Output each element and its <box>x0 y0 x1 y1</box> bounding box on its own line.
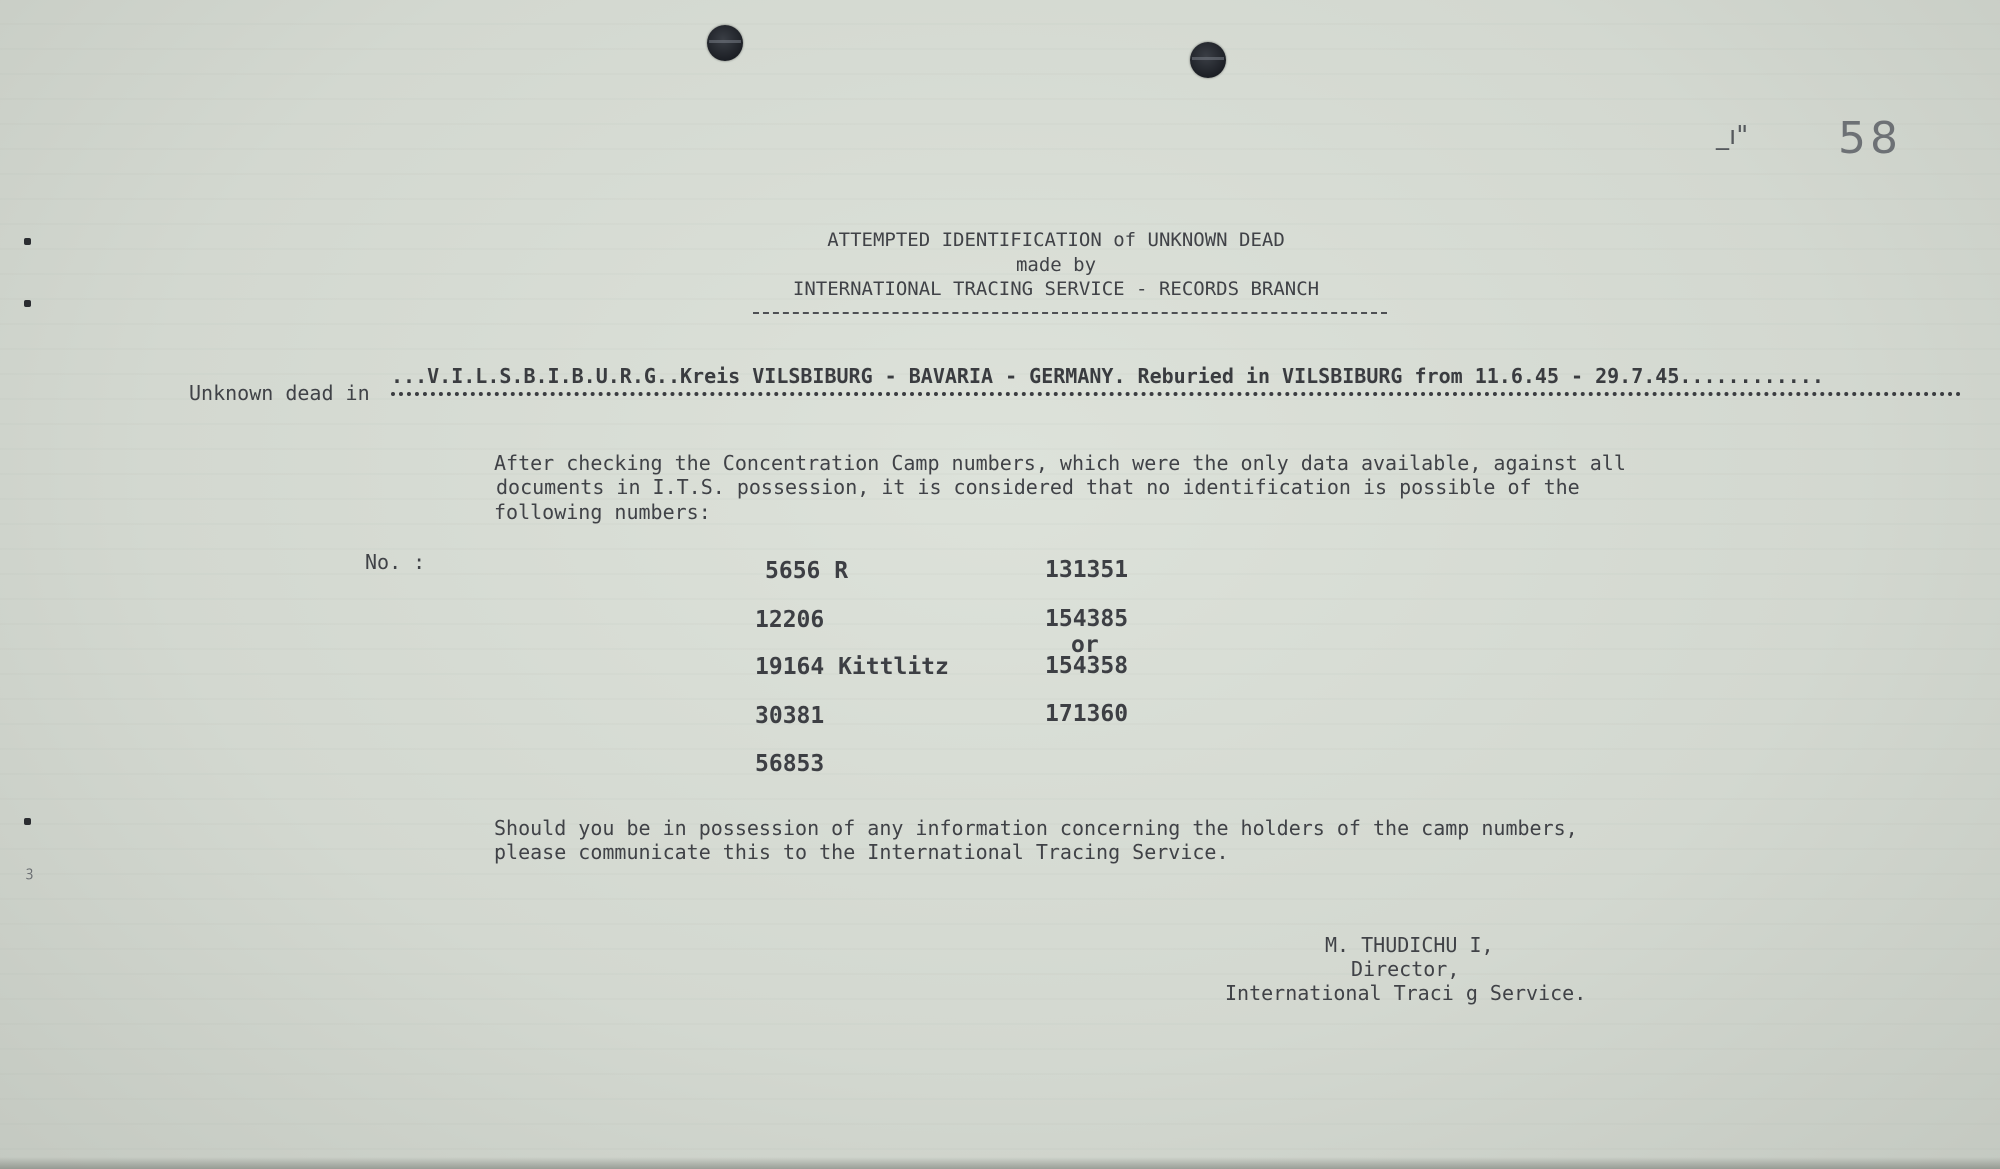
camp-number: 5656 R <box>765 558 849 584</box>
edge-stamp-mark: ꝫ <box>26 864 34 880</box>
heading-divider <box>753 312 1387 314</box>
camp-number: 171360 <box>1045 701 1129 727</box>
punch-hole-right <box>1190 42 1226 78</box>
signature-title: Director, <box>1351 957 1460 981</box>
camp-number: 30381 <box>755 703 825 729</box>
camp-number: 56853 <box>755 751 825 777</box>
punch-hole-left <box>707 25 743 61</box>
closing-line-2: please communicate this to the International Tracing Service. <box>494 840 1229 864</box>
closing-line-1: Should you be in possession of any information concerning the holders of the camp numbers, <box>494 816 1578 840</box>
page-number-prefix: _ı" <box>1716 121 1749 151</box>
camp-number: 19164 Kittlitz <box>755 654 949 680</box>
camp-number-alternative-word: or <box>1071 632 1099 658</box>
edge-mark-3 <box>24 818 31 825</box>
numbers-label: No. : <box>365 550 426 574</box>
intro-line-1: After checking the Concentration Camp numbers, which were the only data available, against all <box>494 451 1626 475</box>
camp-number: 12206 <box>755 607 825 633</box>
camp-number: 154385 <box>1045 606 1129 632</box>
camp-number: 154358 <box>1045 653 1129 679</box>
intro-line-3: following numbers: <box>494 500 711 524</box>
heading-line-1: ATTEMPTED IDENTIFICATION of UNKNOWN DEAD <box>827 229 1285 251</box>
signature-name: M. THUDICHU I, <box>1325 933 1494 957</box>
heading-line-2: made by <box>1015 254 1097 276</box>
location-value: ...V.I.L.S.B.I.B.U.R.G..Kreis VILSBIBURG - BAVARIA - GERMANY. Reburied in VILSBIBURG from 11.6.45 - 29.7.45............ <box>391 364 1962 396</box>
location-label: Unknown dead in <box>189 381 370 405</box>
camp-number: 131351 <box>1045 557 1129 583</box>
page-number: 58 <box>1838 113 1902 164</box>
heading-line-3: INTERNATIONAL TRACING SERVICE - RECORDS BRANCH <box>792 278 1320 300</box>
edge-mark-2 <box>24 300 31 307</box>
intro-line-2: documents in I.T.S. possession, it is considered that no identification is possible of the <box>496 475 1580 499</box>
signature-organization: International Traci g Service. <box>1225 981 1587 1005</box>
